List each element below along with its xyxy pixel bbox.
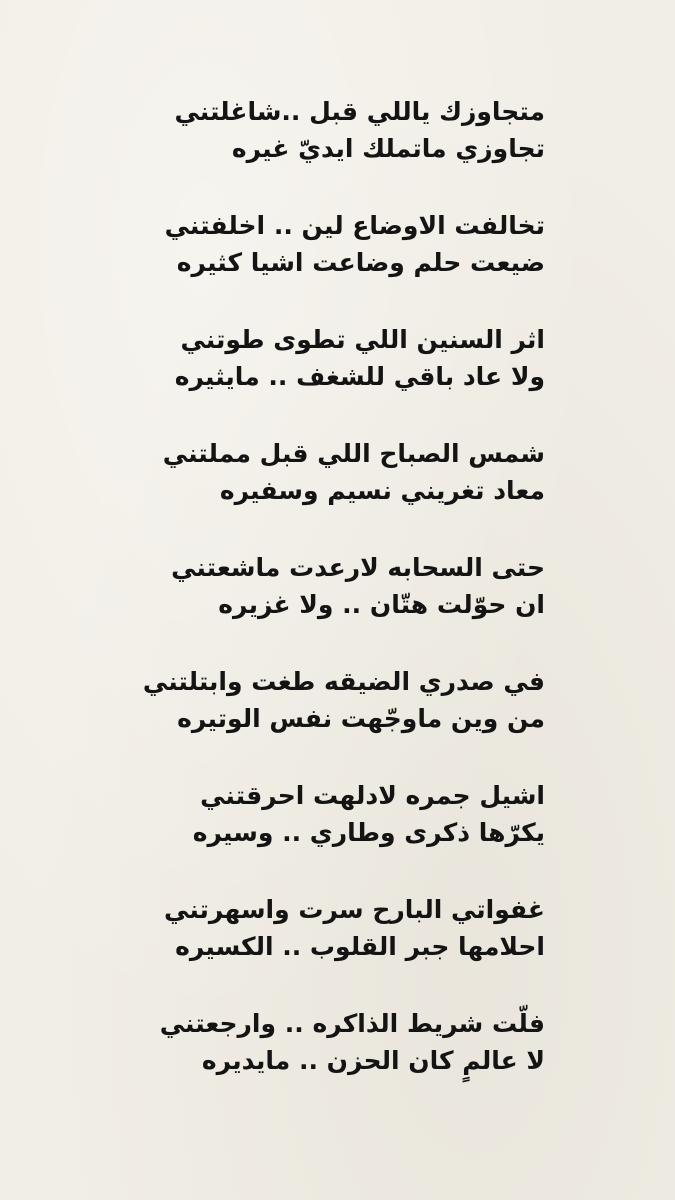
poem-text — [0, 93, 675, 1119]
verse-line: في صدري الضيقه طغت وابتلتني — [142, 667, 545, 696]
stanza-5 — [100, 549, 545, 663]
verse-line: من وين ماوجّهت نفس الوتيره — [177, 704, 545, 733]
verse-line: لا عالمٍ كان الحزن .. مايديره — [201, 1046, 545, 1075]
verse-line: غفواتي البارح سرت واسهرتني — [164, 895, 545, 924]
stanza-2 — [100, 207, 545, 321]
verse-line: ولا عاد باقي للشغف .. مايثيره — [174, 362, 545, 391]
verse-line: متجاوزك ياللي قبل ..شاغلتني — [174, 97, 545, 126]
stanza-6 — [100, 663, 545, 777]
verse-line: تجاوزي ماتملك ايديّ غيره — [231, 134, 545, 163]
stanza-8 — [100, 891, 545, 1005]
verse-line: اثر السنين اللي تطوى طوتني — [180, 325, 545, 354]
stanza-9 — [100, 1005, 545, 1119]
verse-line: ان حوّلت هتّان .. ولا غزيره — [218, 590, 545, 619]
verse-line: حتى السحابه لارعدت ماشعتني — [171, 553, 545, 582]
stanza-7 — [100, 777, 545, 891]
verse-line: يكرّها ذكرى وطاري .. وسيره — [192, 818, 545, 847]
verse-line: ضيعت حلم وضاعت اشيا كثيره — [176, 248, 545, 277]
verse-line: معاد تغريني نسيم وسفيره — [219, 476, 545, 505]
stanza-3 — [100, 321, 545, 435]
stanza-4 — [100, 435, 545, 549]
verse-line: اشيل جمره لادلهت احرقتني — [200, 781, 545, 810]
verse-line: احلامها جبر القلوب .. الكسيره — [175, 932, 545, 961]
verse-line: فلّت شريط الذاكره .. وارجعتني — [159, 1009, 545, 1038]
verse-line: تخالفت الاوضاع لين .. اخلفتني — [164, 211, 545, 240]
verse-line: شمس الصباح اللي قبل مملتني — [162, 439, 545, 468]
stanza-1 — [100, 93, 545, 207]
